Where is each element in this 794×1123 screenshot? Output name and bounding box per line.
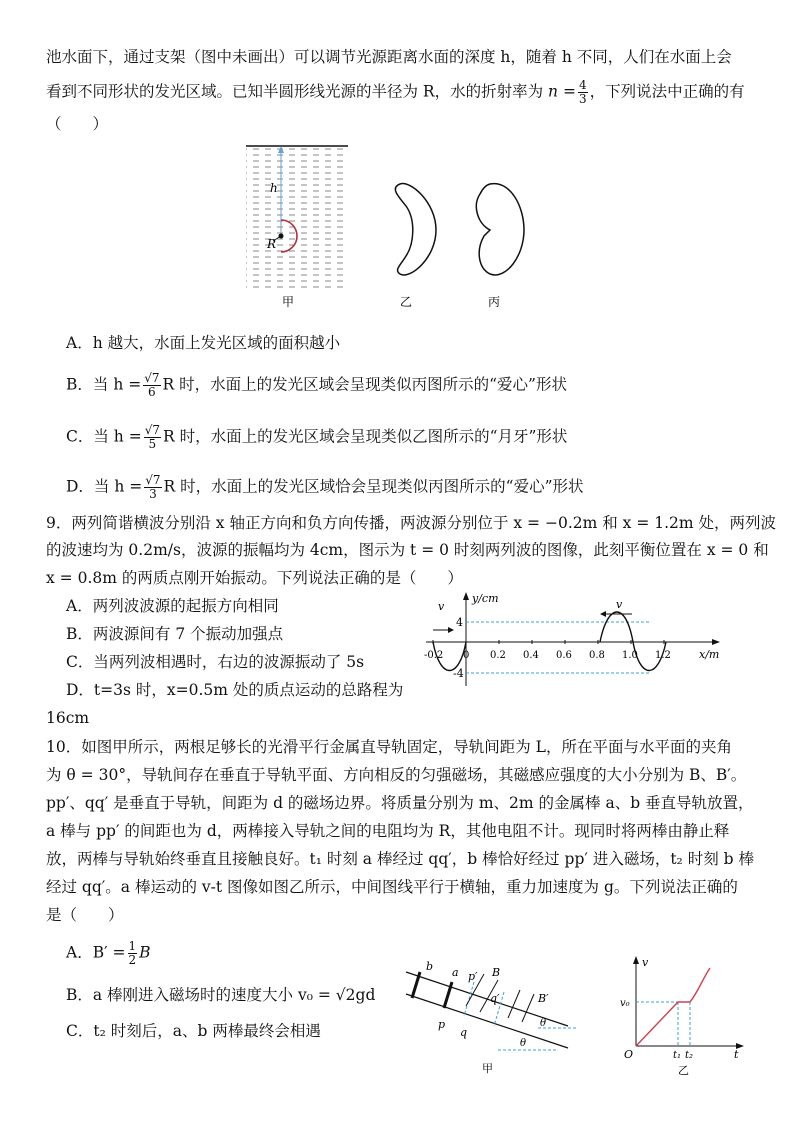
x-tick-label: 0.2 (490, 650, 506, 661)
t1-label: t₁ (673, 1050, 682, 1061)
q8-option-a[interactable]: A．h 越大，水面上发光区域的面积越小 (66, 334, 341, 352)
q8-option-d[interactable]: D．当 h = $\frac{√7}{3}$ R 时，水面上的发光区域恰会呈现类似丙图所示的“爱心”形状 (66, 473, 584, 501)
q10-rail-figure (398, 958, 598, 1078)
q9-text-line1: 9．两列简谐横波分别沿 x 轴正方向和负方向传播，两波源分别位于 x = −0.2m 和 x = 1.2m 处，两列波 (46, 514, 777, 532)
y-tick-neg: -4 (453, 667, 464, 680)
right-velocity-arrow (600, 611, 606, 617)
left-velocity-arrow (448, 627, 454, 633)
q10-text-line5: 放，两棒与导轨始终垂直且接触良好。t₁ 时刻 a 棒经过 qq′，b 棒恰好经过 pp′ 进入磁场，t₂ 时刻 b 棒 (46, 850, 754, 868)
q10-option-a[interactable]: A．B′ = $\frac{1}{2}$ B (66, 939, 151, 967)
fig-bing-label: 丙 (488, 295, 501, 309)
q9-wave-graph (420, 590, 730, 690)
fig-jia-label: 甲 (482, 1062, 493, 1075)
q10-text-line6: 经过 qq′。a 棒运动的 v-t 图像如图乙所示，中间图线平行于横轴，重力加速度为 g。下列说法正确的 (46, 878, 738, 896)
B-label: B (492, 966, 501, 979)
x-tick-label: 1.0 (622, 650, 638, 661)
x-axis-label: x/m (699, 648, 720, 661)
fig-yi-label: 乙 (678, 1064, 689, 1077)
R-label: R (267, 237, 277, 251)
q9-option-c[interactable]: C．当两列波相遇时，右边的波源振动了 5s (66, 653, 365, 671)
y-tick-pos: 4 (456, 616, 463, 629)
q8-option-b[interactable]: B．当 h = $\frac{√7}{6}$ R 时，水面上的发光区域会呈现类似丙图所示的“爱心”形状 (66, 371, 567, 399)
x-tick-label: 0 (463, 650, 470, 661)
heart-shape (476, 184, 524, 275)
q10-option-b[interactable]: B．a 棒刚进入磁场时的速度大小 v₀ = √2gd (66, 986, 376, 1004)
v-label: v (642, 956, 649, 969)
qq-label: q′ (490, 992, 500, 1005)
pp-label: p′ (468, 970, 478, 983)
q10-text-line2: 为 θ = 30°，导轨间存在垂直于导轨平面、方向相反的匀强磁场，其磁感应强度的大小分别为 B、B′。 (46, 766, 747, 784)
x-tick-label: -0.2 (424, 650, 444, 661)
q10-text-line7: 是（ ） (46, 906, 124, 924)
p-label: p (438, 1018, 446, 1031)
q8-option-c[interactable]: C．当 h = $\frac{√7}{5}$ R 时，水面上的发光区域会呈现类似乙图所示的“月牙”形状 (66, 423, 568, 451)
water-region (246, 148, 348, 288)
vt-curve (636, 968, 710, 1046)
q9-option-d[interactable]: D．t=3s 时，x=0.5m 处的质点运动的总路程为 (66, 681, 404, 699)
q9-option-b[interactable]: B．两波源间有 7 个振动加强点 (66, 625, 284, 643)
rod-b-label: b (426, 960, 434, 973)
v0-label: v₀ (620, 998, 630, 1009)
Bp-label: B′ (538, 992, 549, 1005)
q8-answer-bracket: （ ） (46, 115, 109, 133)
q9-option-a[interactable]: A．两列波波源的起振方向相同 (66, 597, 279, 615)
q8-text-line1: 池水面下，通过支架（图中未画出）可以调节光源距离水面的深度 h，随着 h 不同，人们在水面上会 (46, 48, 732, 66)
right-wave (600, 612, 666, 671)
q9-option-d-cont: 16cm (46, 709, 90, 727)
right-v-label: v (616, 598, 623, 611)
q10-text-line4: a 棒与 pp′ 的间距也为 d，两棒接入导轨之间的电阻均为 R，其他电阻不计。现同时将两棒由静止释 (46, 822, 730, 840)
x-tick-label: 0.4 (523, 650, 539, 661)
theta-label-2: θ (520, 1038, 527, 1049)
x-tick-label: 0.6 (556, 650, 572, 661)
h-label: h (270, 181, 278, 195)
q10-vt-graph (618, 954, 748, 1079)
q10-text-line3: pp′、qq′ 是垂直于导轨，间距为 d 的磁场边界。将质量分别为 m、2m 的金属棒 a、b 垂直导轨放置， (46, 794, 754, 812)
t-label: t (734, 1048, 739, 1061)
q9-text-line2: 的波速均为 0.2m/s，波源的振幅均为 4cm，图示为 t = 0 时刻两列波的图像，此刻平衡位置在 x = 0 和 (46, 541, 769, 559)
fig-jia-label: 甲 (282, 295, 295, 309)
q8-figure (240, 140, 530, 312)
t2-label: t₂ (685, 1050, 694, 1061)
crescent-shape (395, 184, 436, 275)
fig-yi-label: 乙 (400, 295, 413, 309)
x-tick-label: 1.2 (655, 650, 671, 661)
q10-option-c[interactable]: C．t₂ 时刻后，a、b 两棒最终会相遇 (66, 1022, 321, 1040)
rod-a-label: a (452, 966, 459, 979)
q10-text-line1: 10．如图甲所示，两根足够长的光滑平行金属直导轨固定，导轨间距为 L，所在平面与水平面的夹角 (46, 738, 732, 756)
q9-text-line3: x = 0.8m 的两质点刚开始振动。下列说法正确的是（ ） (46, 569, 463, 587)
q8-text-line2: 看到不同形状的发光区域。已知半圆形线光源的半径为 R，水的折射率为 n = $\frac{4}{3}$ ，下列说法中正确的有 (46, 78, 745, 106)
q-label: q (460, 1026, 468, 1039)
left-v-label: v (438, 600, 445, 613)
y-axis-label: y/cm (472, 592, 499, 605)
x-tick-label: 0.8 (589, 650, 605, 661)
origin-label: O (624, 1048, 634, 1061)
theta-label-1: θ (540, 1018, 547, 1029)
